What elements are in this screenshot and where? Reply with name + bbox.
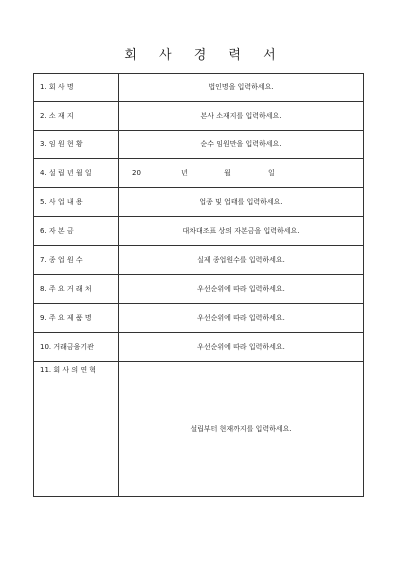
row-label: 11. 회 사 의 연 혁 <box>34 362 119 497</box>
company-name-field[interactable]: 법인명을 입력하세요. <box>119 74 364 102</box>
row-label: 8. 주 요 거 래 처 <box>34 275 119 304</box>
banks-field[interactable]: 우선순위에 따라 입력하세요. <box>119 333 364 362</box>
row-label: 5. 사 업 내 용 <box>34 188 119 217</box>
employees-field[interactable]: 실제 종업원수를 입력하세요. <box>119 246 364 275</box>
table-row-banks <box>34 333 364 362</box>
history-field[interactable]: 설립부터 현재까지를 입력하세요. <box>119 362 364 497</box>
company-history-table <box>33 73 364 497</box>
row-label: 4. 설 립 년 월 일 <box>34 159 119 188</box>
table-row-history <box>34 362 364 497</box>
executives-field[interactable]: 순수 임원만을 입력하세요. <box>119 131 364 159</box>
business-field[interactable]: 업종 및 업태를 입력하세요. <box>119 188 364 217</box>
capital-field[interactable]: 대차대조표 상의 자본금을 입력하세요. <box>119 217 364 246</box>
table-row-founding-date <box>34 159 364 188</box>
table-row-products <box>34 304 364 333</box>
day-unit: 일 <box>268 168 275 177</box>
founding-date-field[interactable] <box>119 159 364 188</box>
year-unit: 년 <box>181 168 188 177</box>
row-label: 1. 회 사 명 <box>34 74 119 102</box>
year-prefix: 20 <box>132 168 141 177</box>
clients-field[interactable]: 우선순위에 따라 입력하세요. <box>119 275 364 304</box>
row-label: 6. 자 본 금 <box>34 217 119 246</box>
products-field[interactable]: 우선순위에 따라 입력하세요. <box>119 304 364 333</box>
table-row-employees <box>34 246 364 275</box>
row-label: 7. 종 업 원 수 <box>34 246 119 275</box>
table-row-company-name <box>34 74 364 102</box>
table-row-capital <box>34 217 364 246</box>
table-row-clients <box>34 275 364 304</box>
page-title: 회 사 경 력 서 <box>124 48 285 63</box>
month-unit: 월 <box>224 168 231 177</box>
location-field[interactable]: 본사 소재지를 입력하세요. <box>119 102 364 131</box>
row-label: 9. 주 요 제 품 명 <box>34 304 119 333</box>
row-label: 3. 임 원 현 황 <box>34 131 119 159</box>
row-label: 10. 거래금융기관 <box>34 333 119 362</box>
row-label: 2. 소 재 지 <box>34 102 119 131</box>
table-row-business <box>34 188 364 217</box>
table-row-executives <box>34 131 364 159</box>
table-row-location <box>34 102 364 131</box>
